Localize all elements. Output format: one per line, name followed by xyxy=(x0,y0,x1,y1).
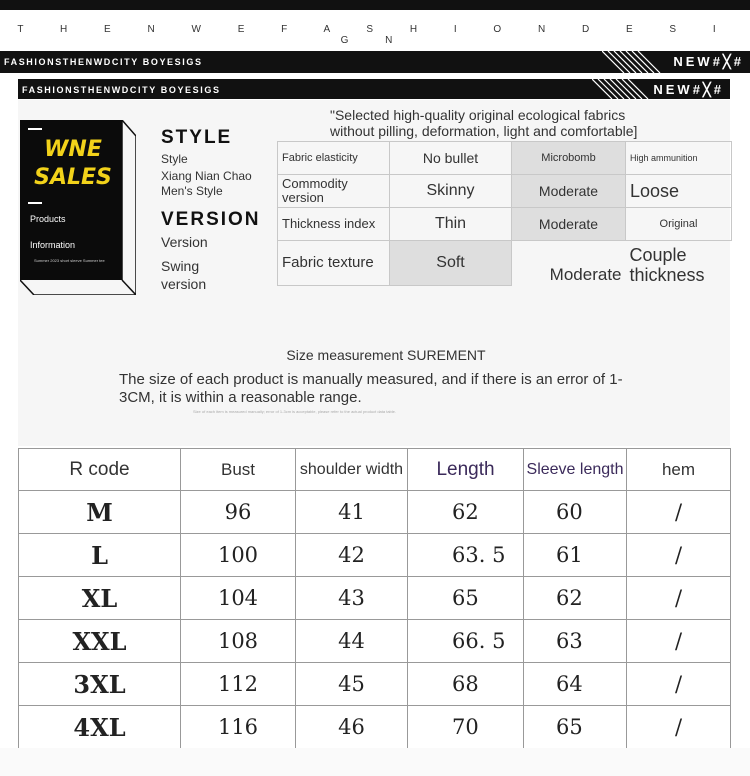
style-version-column xyxy=(161,127,276,293)
shoulder-cell: 46 xyxy=(296,706,408,749)
box-title-line1: WNE xyxy=(44,137,102,162)
attr-label: Fabric elasticity xyxy=(278,142,390,175)
banner-text-inner: FASHIONSTHENWDCITY BOYESIGS xyxy=(22,85,221,95)
fabric-quote-line1: "Selected high-quality original ecological fabrics xyxy=(330,107,626,123)
bust-cell: 104 xyxy=(181,577,296,620)
shoulder-cell: 45 xyxy=(296,663,408,706)
measurement-note: The size of each product is manually measured, and if there is an error of 1-3CM, it is within a reasonable range. xyxy=(119,371,623,406)
fabric-attribute-table xyxy=(277,141,732,286)
attr-cell: Original xyxy=(626,208,732,241)
brand-banner-inner xyxy=(18,79,730,99)
hem-cell: / xyxy=(627,663,731,706)
new-mark: NEW#╳# xyxy=(673,54,744,69)
bust-cell: 116 xyxy=(181,706,296,749)
attr-cell: Loose xyxy=(626,175,732,208)
attr-cell: Moderate xyxy=(549,265,622,284)
version-sub: Version xyxy=(161,234,208,250)
measurement-fine-print: Size of each item is measured manually; error of 1-3cm is acceptable, please refer to the actual product data table. xyxy=(193,409,396,414)
attr-cell: Couple thickness xyxy=(629,245,705,285)
length-cell: 68 xyxy=(408,663,524,706)
bust-cell: 96 xyxy=(181,491,296,534)
style-sub: Style xyxy=(161,152,188,166)
box-label-products: Products xyxy=(30,214,66,224)
table-row xyxy=(19,491,731,534)
hem-cell: / xyxy=(627,620,731,663)
header-length: Length xyxy=(408,449,524,491)
length-cell: 65 xyxy=(408,577,524,620)
measurement-title: Size measurement SUREMENT xyxy=(286,347,486,363)
top-strip xyxy=(0,0,750,10)
table-row xyxy=(19,534,731,577)
attr-cell: High ammunition xyxy=(626,142,732,175)
length-cell: 63. 5 xyxy=(408,534,524,577)
version-desc-2: version xyxy=(161,276,207,292)
box-dash xyxy=(28,128,42,130)
attr-cell-highlight: Moderate xyxy=(512,175,626,208)
attr-cell: No bullet xyxy=(390,142,512,175)
header-shoulder-width: shoulder width xyxy=(296,449,408,491)
bottom-band xyxy=(0,748,750,776)
sleeve-cell: 61 xyxy=(524,534,627,577)
attr-row xyxy=(278,142,732,175)
attr-cell: Skinny xyxy=(390,175,512,208)
hatch-stripes-icon xyxy=(602,51,662,73)
hem-cell: / xyxy=(627,577,731,620)
new-mark-inner: NEW#╳# xyxy=(653,82,724,97)
hem-cell: / xyxy=(627,491,731,534)
size-header-row xyxy=(19,449,731,491)
style-desc-2: Men's Style xyxy=(161,184,223,198)
style-heading: STYLE xyxy=(161,127,233,148)
sleeve-cell: 62 xyxy=(524,577,627,620)
attr-label: Fabric texture xyxy=(278,241,390,286)
fabric-quote-line2: without pilling, deformation, light and comfortable] xyxy=(330,123,638,139)
version-heading: VERSION xyxy=(161,209,261,230)
version-desc-1: Swing xyxy=(161,258,200,274)
attr-row xyxy=(278,208,732,241)
box-dash xyxy=(28,202,42,204)
product-box-graphic xyxy=(20,120,136,295)
header-sleeve-length: Sleeve length xyxy=(524,449,627,491)
sleeve-cell: 64 xyxy=(524,663,627,706)
size-table xyxy=(18,448,731,749)
attr-cell-highlight: Soft xyxy=(390,241,512,286)
fabric-quote xyxy=(330,107,730,139)
banner-text: FASHIONSTHENWDCITY BOYESIGS xyxy=(4,57,203,67)
bust-cell: 112 xyxy=(181,663,296,706)
attr-cell: Thin xyxy=(390,208,512,241)
brand-spaced-title: T H E N W E F A S H I O N D E S I G N xyxy=(17,24,733,46)
shoulder-cell: 42 xyxy=(296,534,408,577)
table-row xyxy=(19,706,731,749)
sleeve-cell: 60 xyxy=(524,491,627,534)
sleeve-cell: 63 xyxy=(524,620,627,663)
bust-cell: 100 xyxy=(181,534,296,577)
table-row xyxy=(19,620,731,663)
box-label-information: Information xyxy=(30,240,76,250)
box-fine-print: Summer 2023 short sleeve Summer tee xyxy=(34,258,105,263)
length-cell: 62 xyxy=(408,491,524,534)
style-desc-1: Xiang Nian Chao xyxy=(161,169,252,183)
size-code: L xyxy=(19,534,181,577)
attr-label: Thickness index xyxy=(278,208,390,241)
attr-row xyxy=(278,175,732,208)
size-code: 4XL xyxy=(19,706,181,749)
length-cell: 70 xyxy=(408,706,524,749)
shoulder-cell: 44 xyxy=(296,620,408,663)
table-row xyxy=(19,577,731,620)
bust-cell: 108 xyxy=(181,620,296,663)
brand-banner-top xyxy=(0,51,750,73)
header-r-code: R code xyxy=(19,449,181,491)
length-cell: 66. 5 xyxy=(408,620,524,663)
table-row xyxy=(19,663,731,706)
header-bust: Bust xyxy=(181,449,296,491)
box-title-line2: SALES xyxy=(34,165,112,190)
size-code: XXL xyxy=(19,620,181,663)
box-title xyxy=(30,136,116,192)
shoulder-cell: 41 xyxy=(296,491,408,534)
shoulder-cell: 43 xyxy=(296,577,408,620)
header-hem: hem xyxy=(627,449,731,491)
attr-cell-highlight: Microbomb xyxy=(512,142,626,175)
hem-cell: / xyxy=(627,534,731,577)
attr-label: Commodity version xyxy=(278,175,390,208)
attr-row xyxy=(278,241,732,286)
size-code: M xyxy=(19,491,181,534)
size-code: XL xyxy=(19,577,181,620)
size-code: 3XL xyxy=(19,663,181,706)
attr-cell-highlight: Moderate xyxy=(512,208,626,241)
hem-cell: / xyxy=(627,706,731,749)
sleeve-cell: 65 xyxy=(524,706,627,749)
product-box-front xyxy=(20,120,122,280)
hatch-stripes-icon xyxy=(592,79,652,99)
